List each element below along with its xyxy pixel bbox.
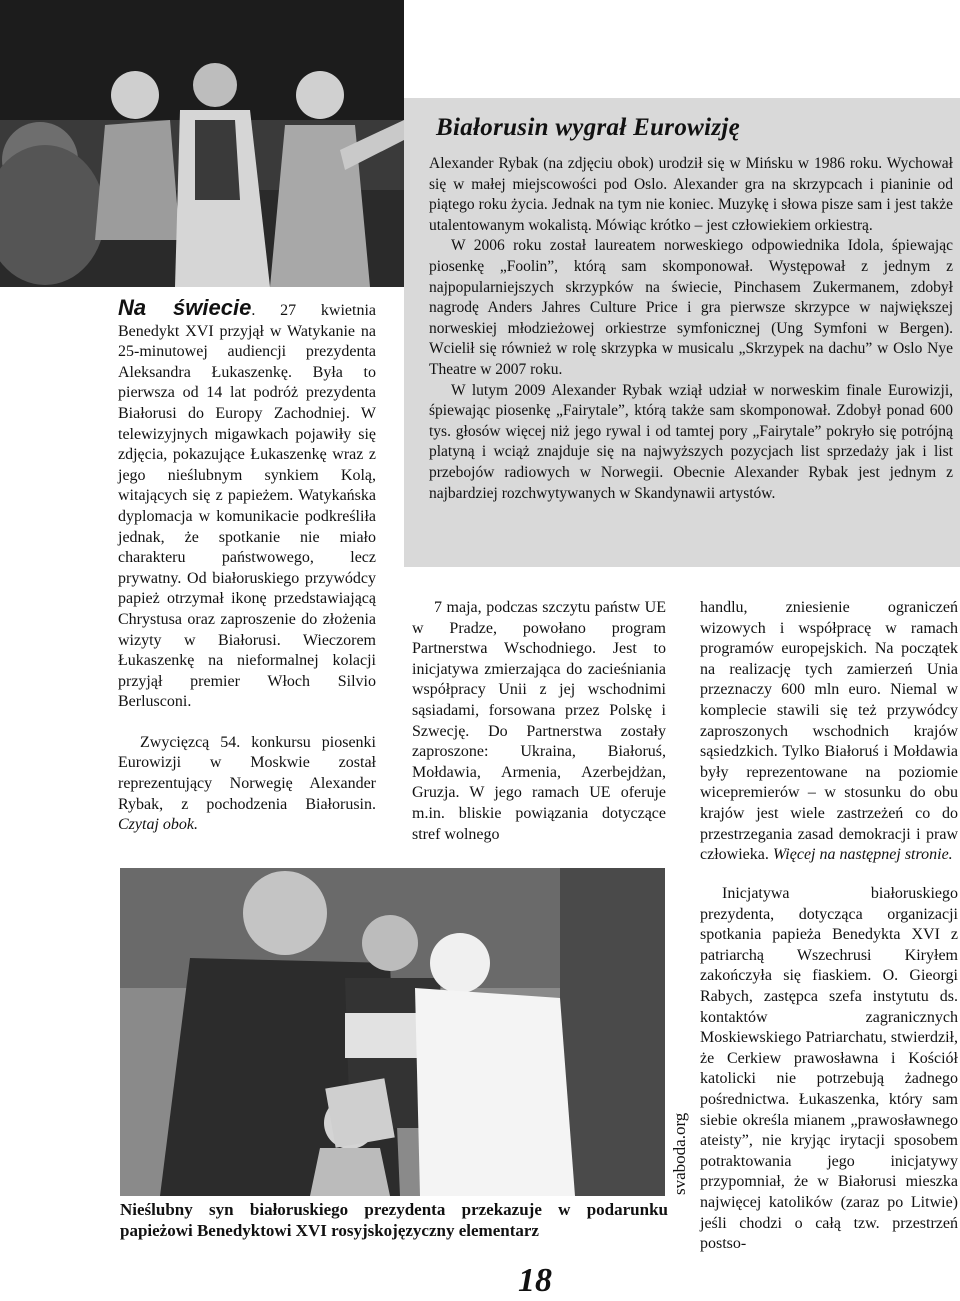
bottom-right-column xyxy=(700,884,958,1255)
box-paragraph-1: Alexander Rybak (na zdjęciu obok) urodził się w Mińsku w 1986 roku. Wychował się w małej miejscowości pod Oslo. Alexander gra na skrzypcach i pianinie od piątego roku życia. Jednak na tym nie koniec. Muzykę i słowa pisze sam i jest także utalentowanym wokalistą. Mówiąc krótko – jest człowiekiem orkiestrą. xyxy=(429,155,953,234)
pope-photo xyxy=(120,868,665,1196)
page-number: 18 xyxy=(518,1262,552,1299)
eurovision-box xyxy=(404,98,960,567)
box-paragraph-3: W lutym 2009 Alexander Rybak wziął udział w norweskim finale Eurowizji, śpiewając piosenkę „Fairytale”, którą także sam skomponował. Zdobył ponad 600 tys. głosów więcej niż jego rywal i od tamtej pory „Fairytale” pokryło się potrójną platyną i wciąż znajduje się na najwyższych pozycjach list sprzedaży jak i list przebojów radiowych w Norwegii. Obecnie Alexander Rybak jest jednym z najbardziej rozchwytywanych w Skandynawii artystów. xyxy=(429,381,953,502)
photo-caption: Nieślubny syn białoruskiego prezydenta przekazuje w podarunku papieżowi Benedyktowi XVI rosyjskojęzyczny elementarz xyxy=(120,1200,668,1240)
left-paragraph-2: Zwycięzcą 54. konkursu piosenki Eurowizji w Moskwie został reprezentujący Norwegię Alexander Rybak, z pochodzenia Białorusin. Czytaj obok. xyxy=(118,733,376,834)
middle-paragraph: 7 maja, podczas szczytu państw UE w Pradze, powołano program Partnerstwa Wschodniego. Jest to inicjatywa zmierzająca do zacieśniania współpracy Unii z jej wschodnimi sąsiadami, forsowana przez Polskę i Szwecję. Do Partnerstwa zostały zaproszone: Ukraina, Białoruś, Mołdawia, Armenia, Azerbejdżan, Gruzja. W jego ramach UE oferuje m.in. bliskie powiązania dotyczące stref wolnego xyxy=(412,599,666,843)
left-paragraph-1: Na świecie. 27 kwietnia Benedykt XVI przyjął w Watykanie na 25-minutowej audiencji prezydenta Aleksandra Łukaszenkę. Była to pierwsza od 14 lat podróż prezydenta Białorusi do Europy Zachodniej. W telewizyjnych migawkach pojawiły się zdjęcia, pokazujące Łukaszenkę wraz z jego nieślubnym synkiem Kolą, witających się z papieżem. Watykańska dyplomacja w komunikacie podkreśliła jednak, że spotkanie nie miało charakteru państwowego, lecz prywatny. Od białoruskiego przywódcy papież otrzymał ikonę przedstawiającą Chrystusa oraz zaproszenie do złożenia wizyty w Białorusi. Wieczorem Łukaszenkę na nieformalnej kolacji przyjął premier Włoch Silvio Berlusconi. xyxy=(118,295,376,711)
middle-column xyxy=(412,598,666,845)
photo-credit: svaboda.org xyxy=(670,1112,689,1195)
bottom-right-paragraph: Inicjatywa białoruskiego prezydenta, dotycząca organizacji spotkania papieża Benedykta XVI z patriarchą Wszechrusi Kiryłem zakończyła się fiaskiem. O. Gieorgi Rabych, zastępca szefa instytutu ds. kontaktów zagranicznych Moskiewskiego Patriarchatu, stwierdził, że Cerkiew prawosławna i Kościół katolicki nie potrzebują żadnego pośrednictwa. Łukaszenka, który sam siebie określa mianem „prawosławnego ateisty”, nie kryjąc irytacji sposobem potraktowania jego inicjatywy przypomniał, że w Białorusi mieszka najwięcej katolików (zaraz po Litwie) jeśli chodzi o całą tzw. przestrzeń postso- xyxy=(700,885,958,1253)
box-paragraph-2: W 2006 roku został laureatem norweskiego odpowiednika Idola, śpiewając piosenkę „Foolin”, którą sam skomponował. Występował z jednym z najpopularniejszych skrzypków na świecie, Pinchasem Zukermanem, zdobył nagrodę Anders Jahres Culture Price i gra pierwsze skrzypce w największej norweskiej młodzieżowej orkiestrze symfonicznej (Ung Symfoni w Bergen). Wcielił się również w rolę skrzypka w musicalu „Skrzypek na dachu” w Oslo Nye Theatre w 2007 roku. xyxy=(429,237,953,378)
section-lead: Na świecie xyxy=(118,295,252,320)
box-title: Białorusin wygrał Eurowizję xyxy=(436,114,741,141)
eurovision-photo xyxy=(0,0,404,287)
left-column xyxy=(118,295,376,836)
right-paragraph: handlu, zniesienie ograniczeń wizowych i współpracę w ramach programów europejskich. Na początek na realizację tych zamierzeń Unia przeznaczy 600 mln euro. Niemal w komplecie stawili się też przywódcy zaproszonych wschodnich krajów sąsiedzkich. Tylko Białoruś i Mołdawia były reprezentowane na poziomie wicepremierów – w stosunku do obu krajów jest wiele zastrzeżeń co do przestrzegania zasad demokracji i praw człowieka. Więcej na następnej stronie. xyxy=(700,599,958,864)
right-column xyxy=(700,598,958,866)
